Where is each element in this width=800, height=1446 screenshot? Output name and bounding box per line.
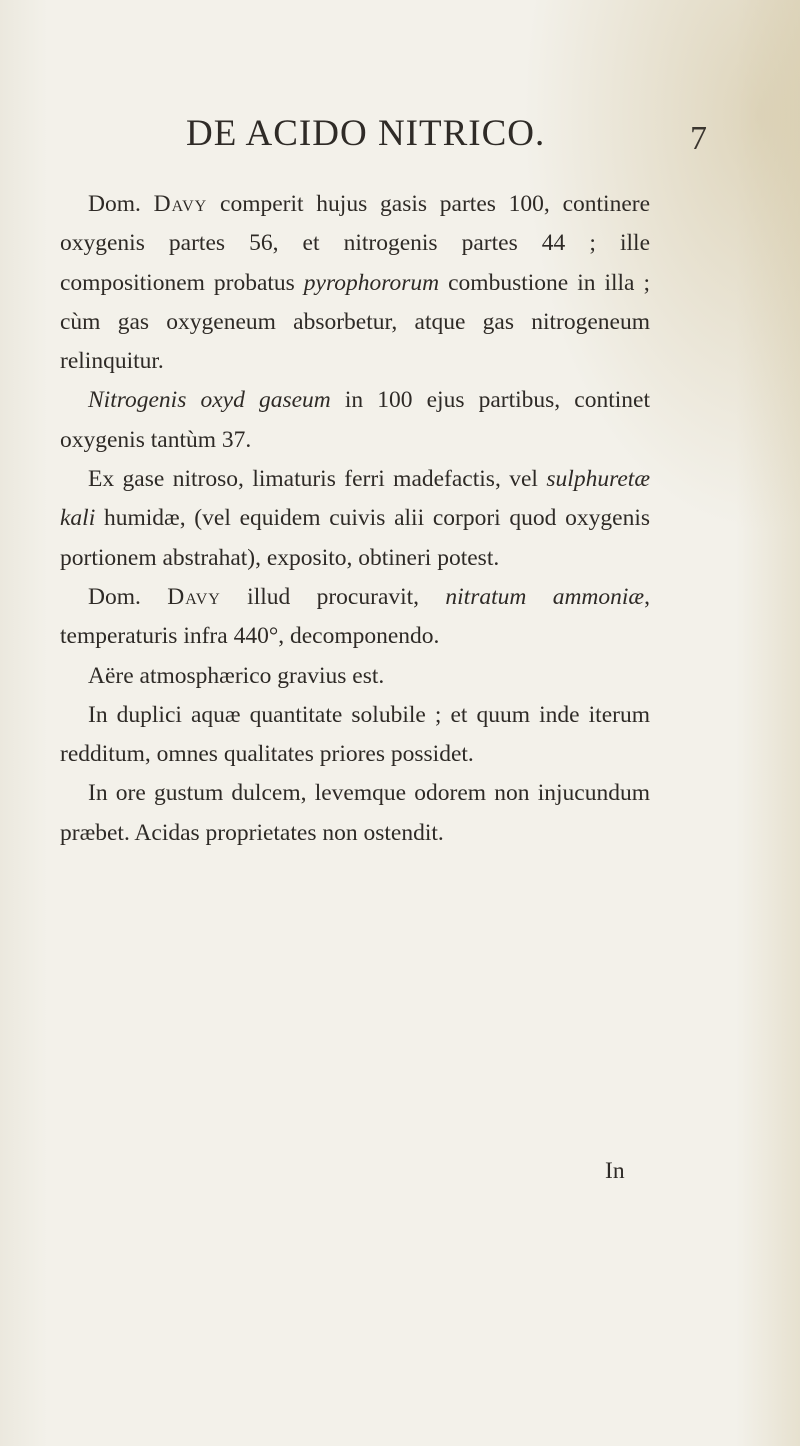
paragraph-4-text-b: illud procuravit, (220, 583, 446, 610)
paragraph-3-text-a: Ex gase nitroso, limaturis ferri madefactis, vel (88, 466, 547, 493)
paragraph-2 (60, 381, 650, 460)
paragraph-6-text: In duplici aquæ quantitate solubile ; et quum inde iterum redditum, omnes qualitates priores possidet. (60, 701, 650, 768)
paragraph-7 (60, 774, 650, 853)
paragraph-3 (60, 460, 650, 578)
italic-term: nitratum ammoniæ (445, 583, 645, 610)
paragraph-1-text-a: Dom. (88, 191, 154, 217)
paragraph-4-text-c: , temperaturis infra 440°, decomponendo. (60, 583, 650, 650)
italic-term: pyrophororum (303, 269, 440, 296)
paragraph-2-text: in 100 ejus partibus, continet oxygenis tantùm 37. (60, 387, 650, 453)
paragraph-1-text-c: combustione in illa ; cùm gas oxygeneum absorbetur, atque gas nitrogeneum relinquitur. (60, 269, 650, 375)
page-header (0, 112, 800, 162)
italic-term: Nitrogenis oxyd gaseum (88, 387, 331, 414)
paragraph-6 (60, 696, 650, 775)
paragraph-7-text: In ore gustum dulcem, levemque odorem non injucundum præbet. Acidas proprietates non ostendit. (60, 780, 650, 846)
author-name: Davy (167, 583, 221, 610)
body-text (60, 185, 650, 853)
catchword: In (605, 1158, 625, 1184)
running-title: DE ACIDO NITRICO. (186, 113, 546, 154)
paragraph-3-text-b: humidæ, (vel equidem cuivis alii corpori quod oxygenis portionem abstrahat), exposito, obtineri potest. (60, 505, 650, 571)
author-name: Davy (153, 191, 208, 217)
paragraph-1-text-b: comperit hujus gasis partes 100, continere oxygenis partes 56, et nitrogenis partes 44 ; ille compositionem probatus (60, 191, 651, 296)
paragraph-5-text: Aëre atmosphærico gravius est. (88, 662, 385, 689)
italic-term: sulphuretæ kali (60, 466, 650, 532)
page-number: 7 (690, 120, 707, 157)
paragraph-5 (60, 657, 650, 696)
paragraph-4 (60, 578, 650, 657)
paragraph-4-text-a: Dom. (88, 583, 168, 610)
paragraph-1 (60, 185, 650, 381)
